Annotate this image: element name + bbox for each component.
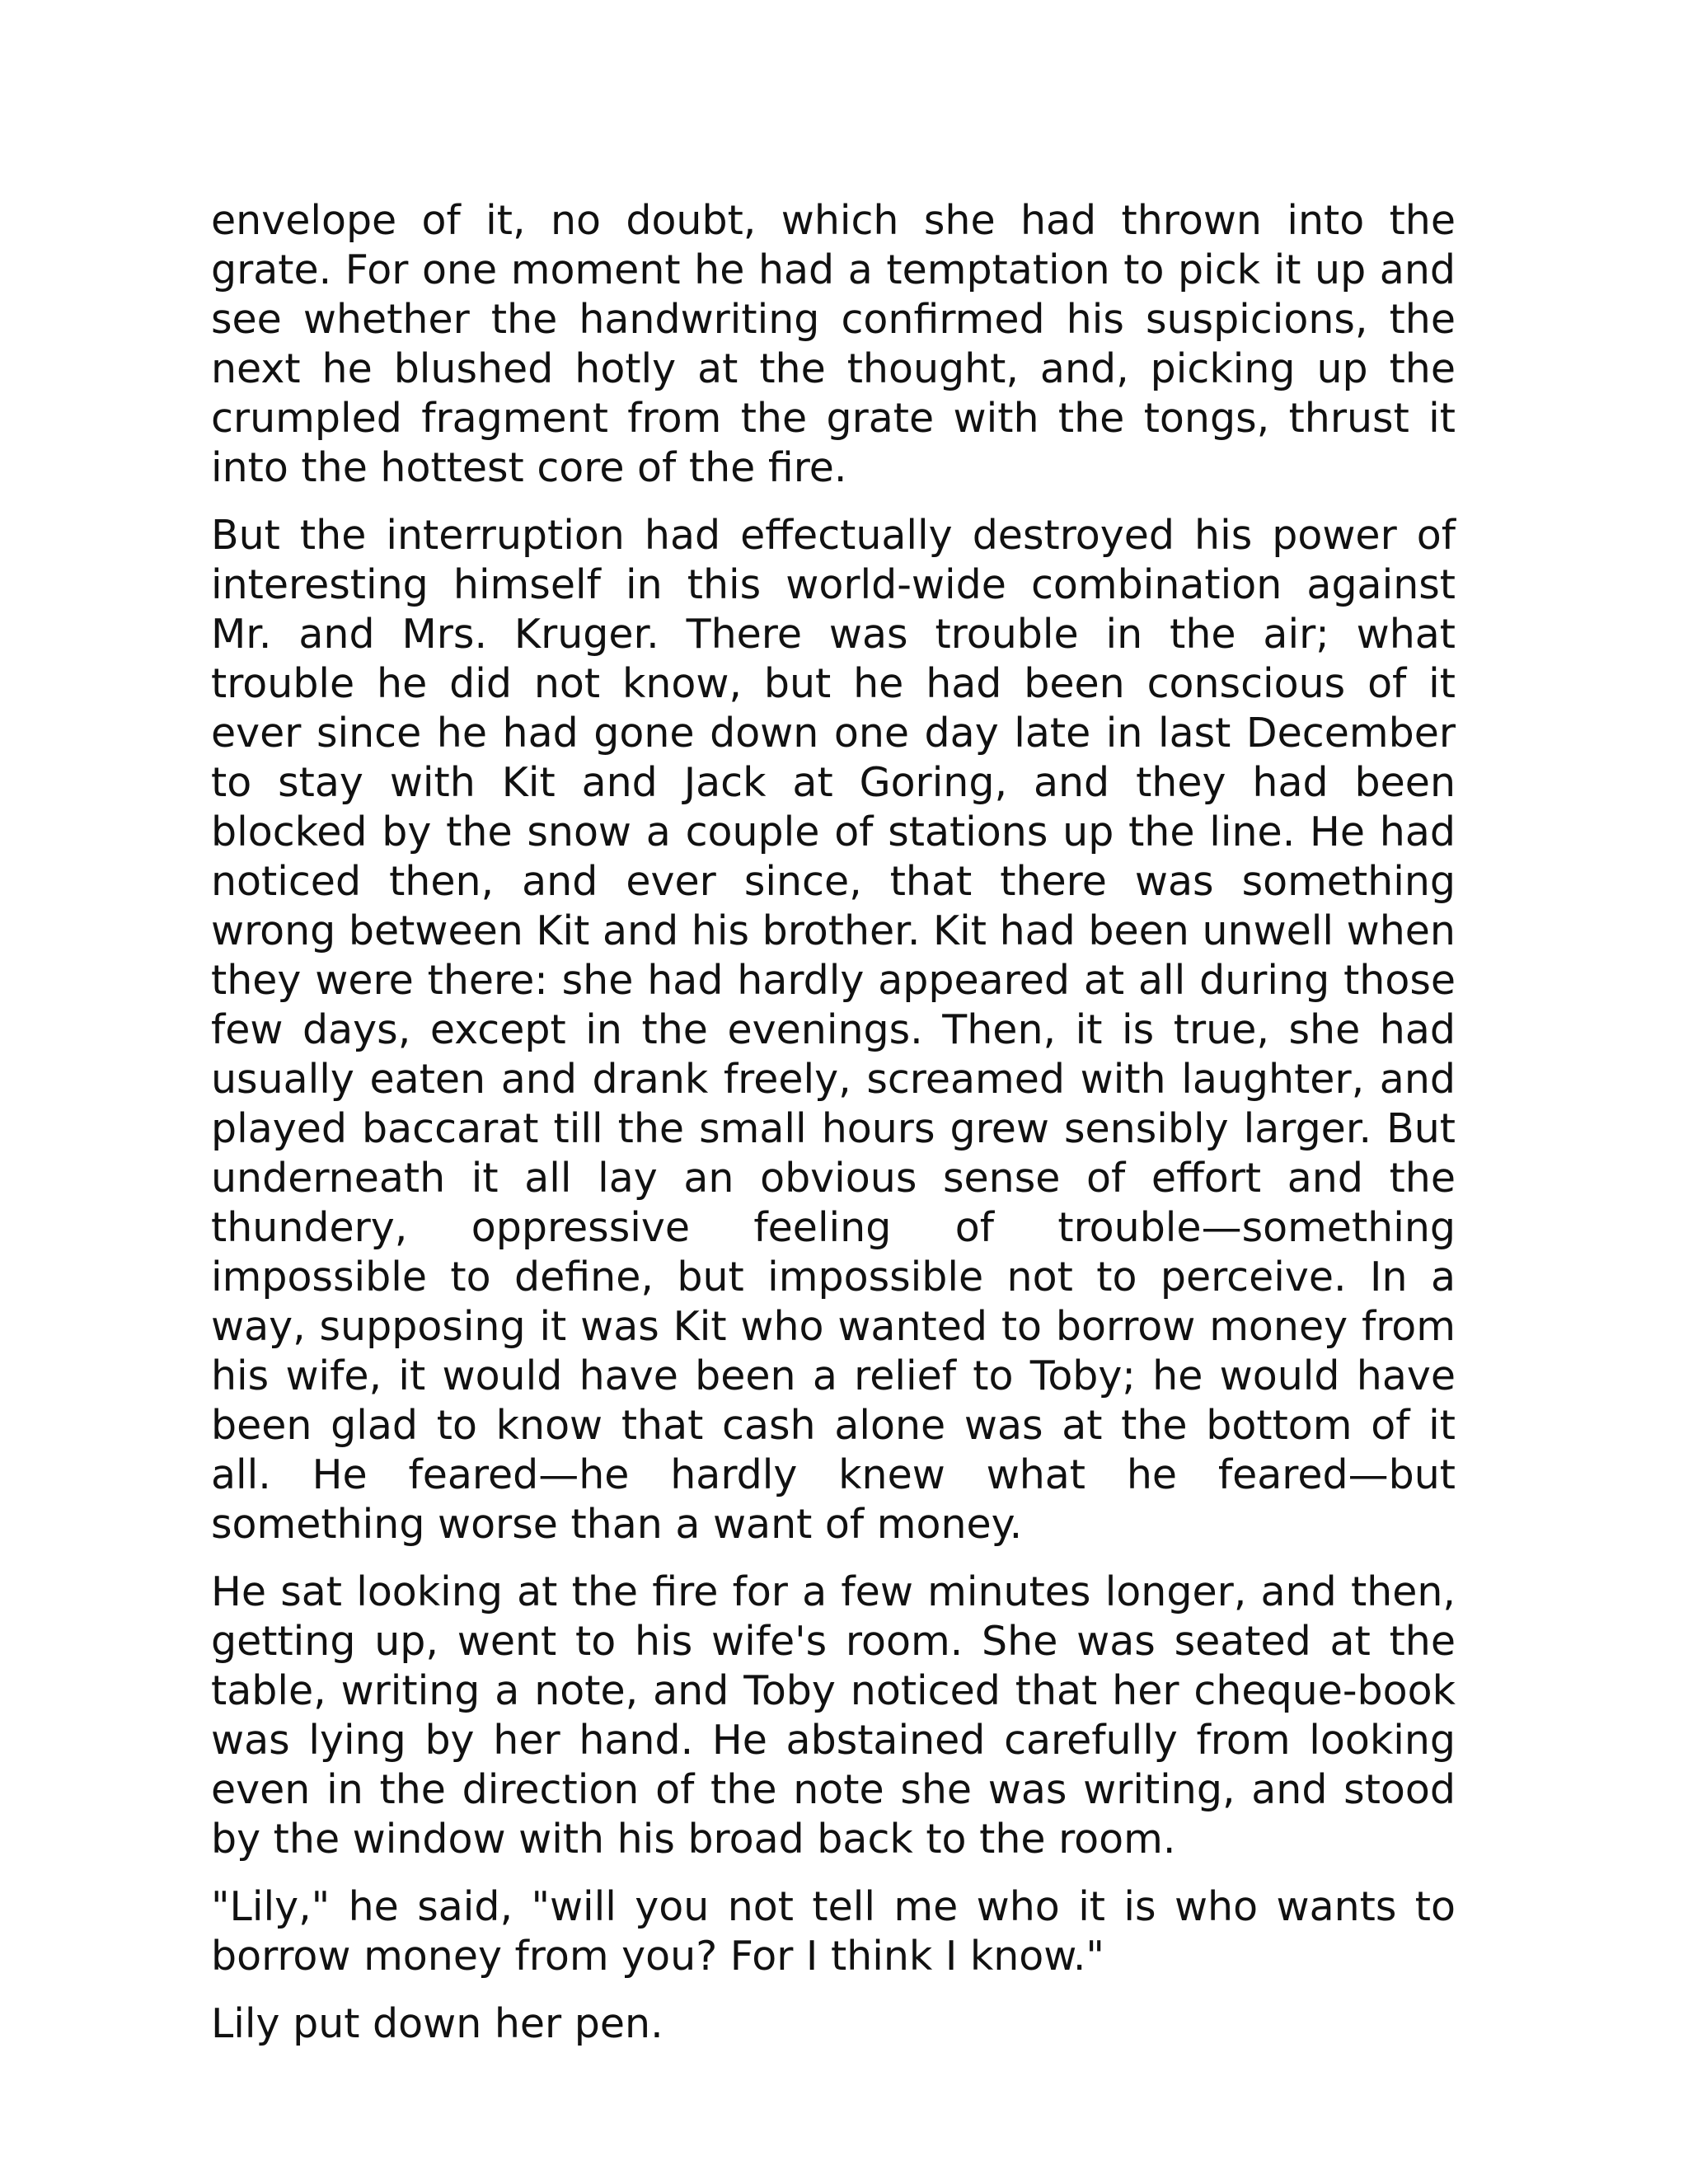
page-body <box>211 196 1456 2067</box>
paragraph-2: But the interruption had effectually destroyed his power of interesting himself in this world-wide combination against Mr. and Mrs. Kruger. There was trouble in the air; what trouble he did not know, but he had been conscious of it ever since he had gone down one day late in last December to stay with Kit and Jack at Goring, and they had been blocked by the snow a couple of stations up the line. He had noticed then, and ever since, that there was something wrong between Kit and his brother. Kit had been unwell when they were there: she had hardly appeared at all during those few days, except in the evenings. Then, it is true, she had usually eaten and drank freely, screamed with laughter, and played baccarat till the small hours grew sensibly larger. But underneath it all lay an obvious sense of effort and the thundery, oppressive feeling of trouble—something impossible to define, but impossible not to perceive. In a way, supposing it was Kit who wanted to borrow money from his wife, it would have been a relief to Toby; he would have been glad to know that cash alone was at the bottom of it all. He feared—he hardly knew what he feared—but something worse than a want of money. <box>211 512 1456 1548</box>
paragraph-4: "Lily," he said, "will you not tell me who it is who wants to borrow money from you? For I think I know." <box>211 1883 1456 1980</box>
paragraph-3: He sat looking at the fire for a few minutes longer, and then, getting up, went to his wife's room. She was seated at the table, writing a note, and Toby noticed that her cheque-book was lying by her hand. He abstained carefully from looking even in the direction of the note she was writing, and stood by the window with his broad back to the room. <box>211 1568 1456 1863</box>
paragraph-5: Lily put down her pen. <box>211 2000 663 2047</box>
paragraph-1: envelope of it, no doubt, which she had thrown into the grate. For one moment he had a temptation to pick it up and see whether the handwriting confirmed his suspicions, the next he blushed hotly at the thought, and, picking up the crumpled fragment from the grate with the tongs, thrust it into the hottest core of the fire. <box>211 197 1456 491</box>
